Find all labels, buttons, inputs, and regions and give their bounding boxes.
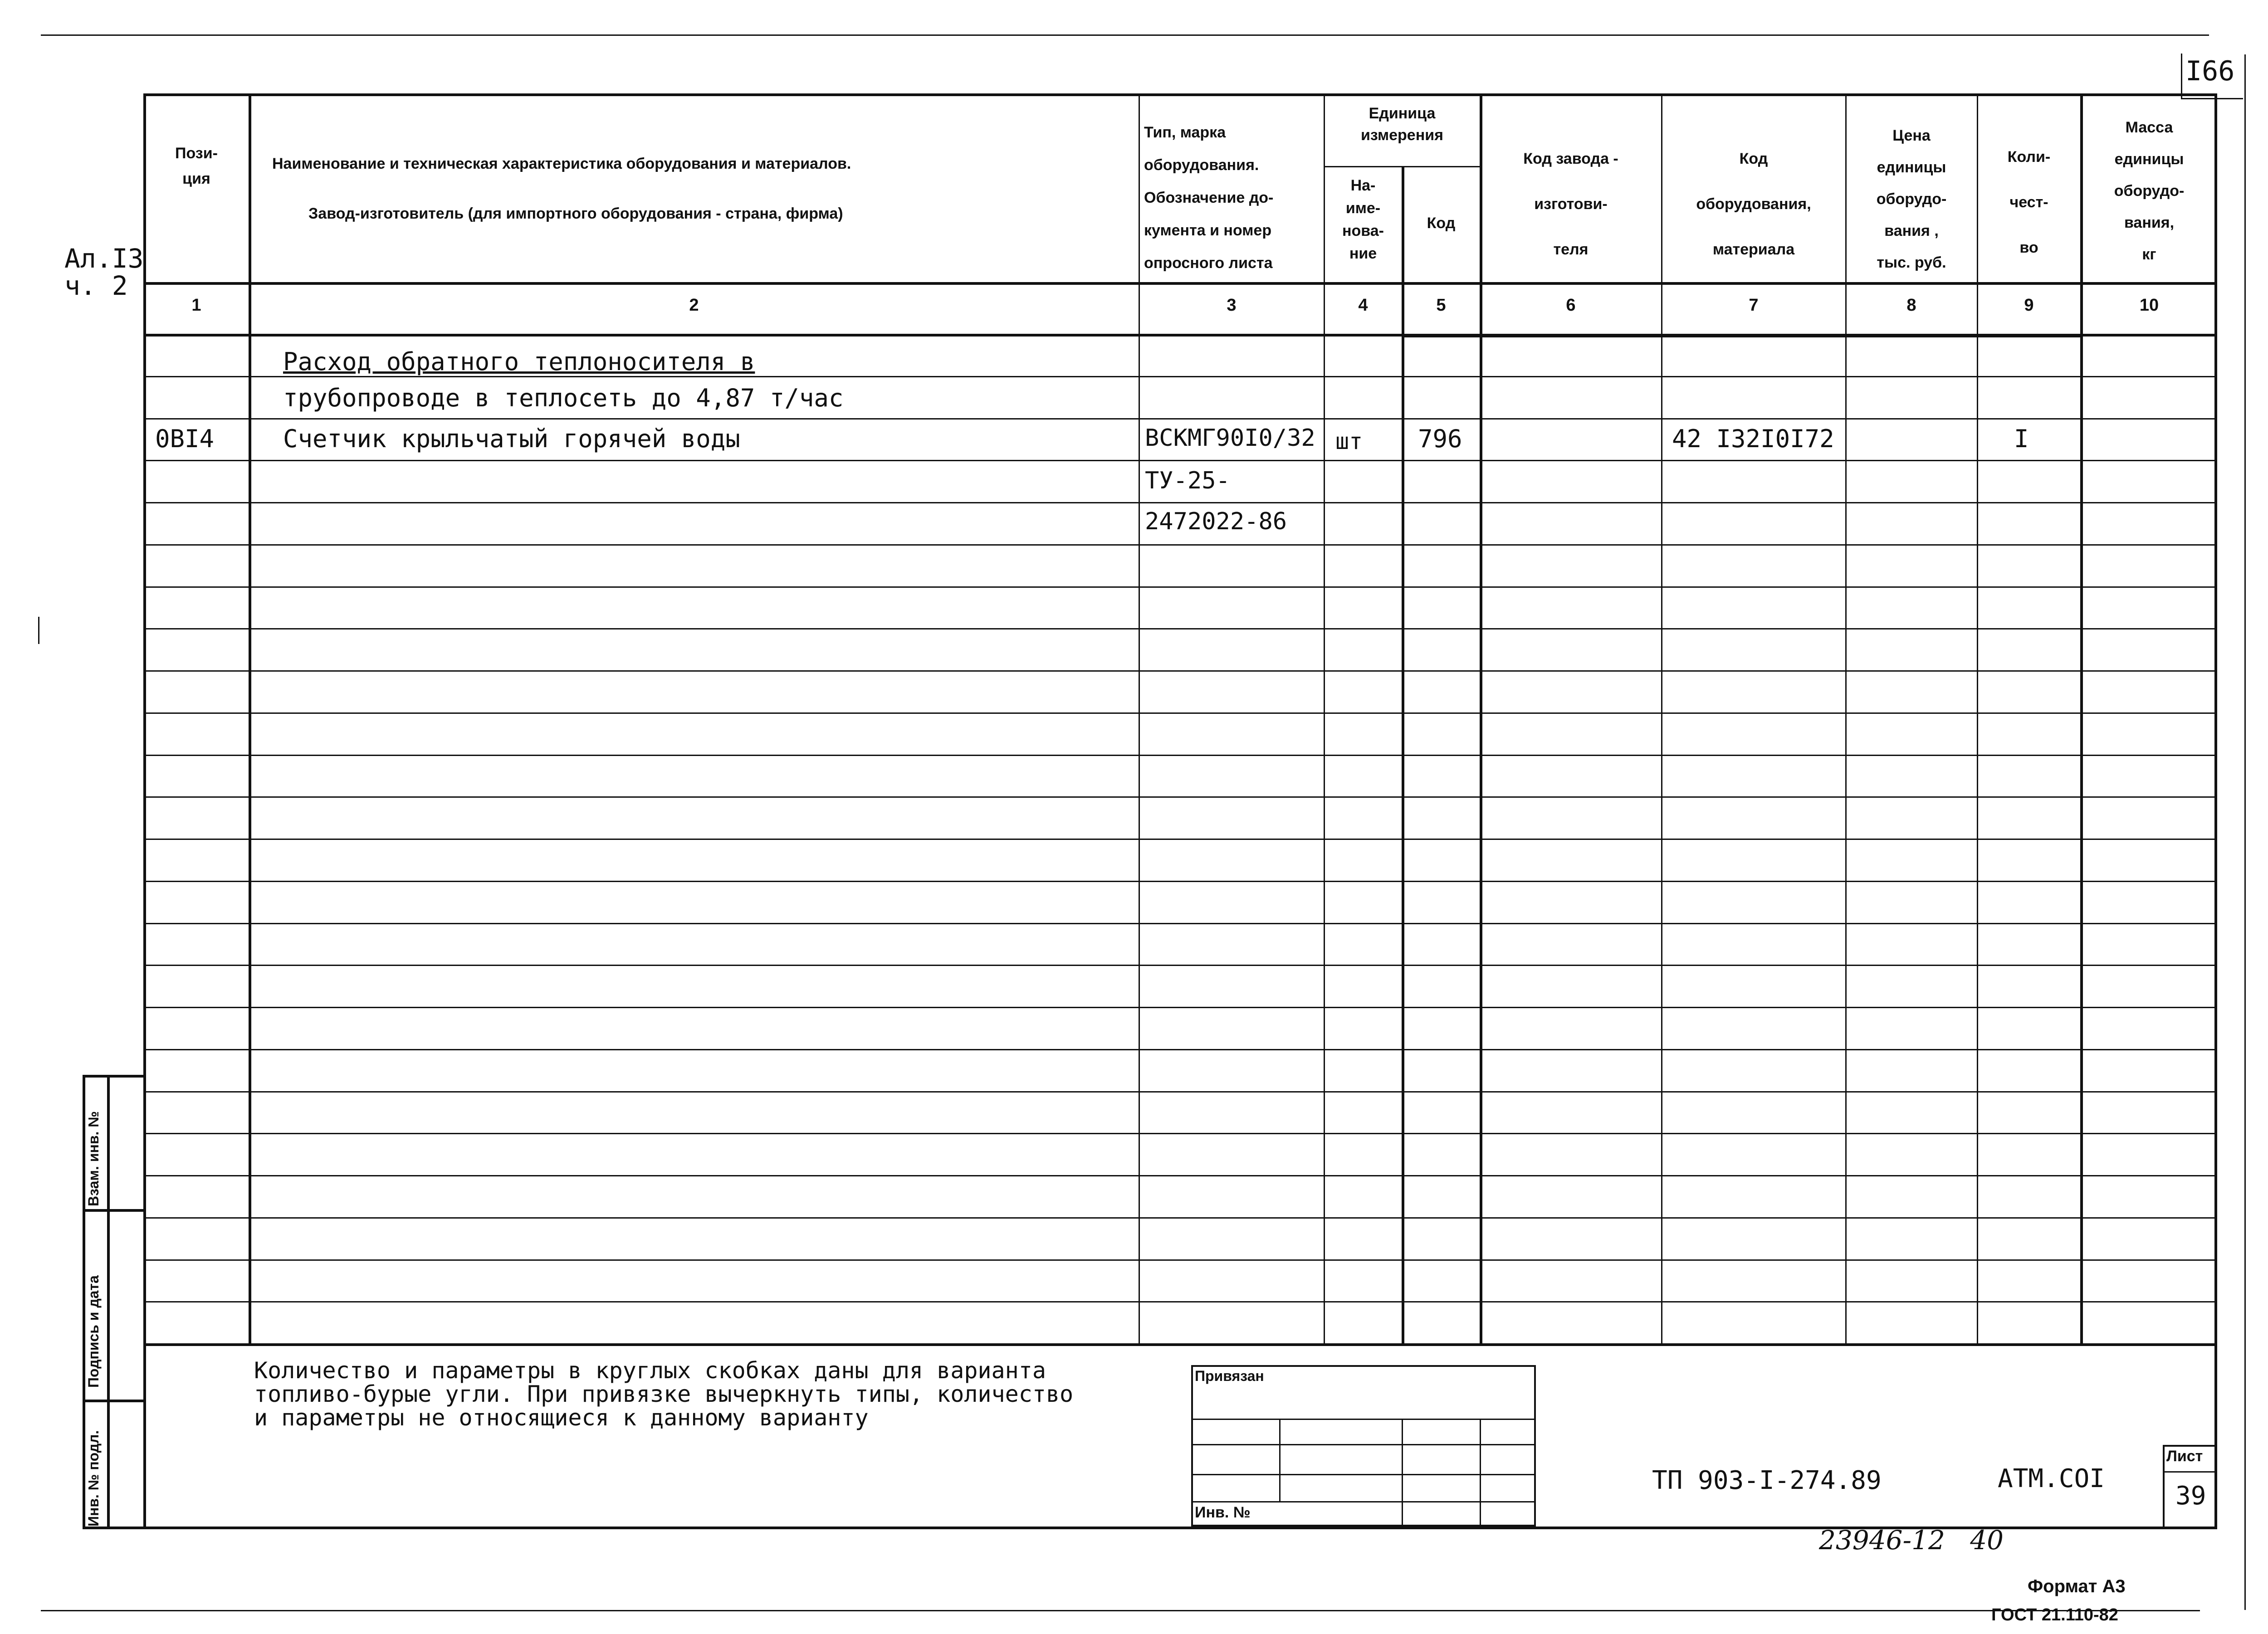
table-row (143, 460, 2217, 461)
col-line-1 (249, 93, 251, 1345)
right-rule (2244, 54, 2246, 1610)
side-stamp-rule1 (83, 1209, 143, 1212)
side-label-podpis: Подпись и дата (85, 1275, 102, 1388)
table-row (143, 965, 2217, 966)
colnum-6: 6 (1566, 296, 1576, 315)
left-tick (38, 617, 39, 644)
top-rule (41, 34, 2209, 36)
table-row (143, 670, 2217, 672)
hdr-unit-group: Единица измерения (1361, 105, 1443, 144)
item-equipment-code: 42 I32I0I72 (1672, 424, 1834, 453)
table-row (143, 1007, 2217, 1008)
privyazan-vline2 (1402, 1419, 1403, 1527)
col-line-7 (1845, 93, 1847, 1345)
group-heading-line1: Расход обратного теплоносителя в (283, 347, 755, 376)
note-line2: топливо-бурые угли. При привязке вычеркнуть типы, количество (254, 1381, 1074, 1407)
colnum-5: 5 (1436, 296, 1446, 315)
bottom-rule (41, 1610, 2200, 1611)
side-label-vzam: Взам. инв. № (85, 1111, 102, 1206)
table-row (143, 1175, 2217, 1176)
unit-group-rule (1324, 166, 1480, 167)
item-name: Счетчик крыльчатый горячей воды (283, 424, 740, 453)
privyazan-vline3 (1480, 1419, 1481, 1527)
table-row (143, 712, 2217, 714)
col-line-2 (1139, 93, 1140, 1345)
colnum-7: 7 (1749, 296, 1759, 315)
note-line1: Количество и параметры в круглых скобках даны для варианта (254, 1357, 1046, 1384)
table-row (143, 839, 2217, 840)
item-unit-name: шт (1335, 428, 1363, 454)
item-type-line3: 2472022-86 (1145, 508, 1287, 535)
table-row (143, 544, 2217, 546)
hdr-col5: Код (1427, 215, 1456, 232)
table-row (143, 1133, 2217, 1134)
table-row (143, 796, 2217, 798)
margin-note-line1: Ал.I3 (64, 243, 144, 274)
side-label-inv-podl: Инв. № подл. (85, 1430, 102, 1527)
item-quantity: I (2014, 424, 2029, 453)
colnum-10: 10 (2139, 296, 2159, 315)
privyazan-rule4 (1191, 1501, 1536, 1502)
list-box-rule (2163, 1471, 2217, 1473)
sheet-code: АТМ.COI (1998, 1464, 2105, 1493)
bottom-handwritten: 23946-12 40 (1819, 1525, 2004, 1556)
col-line-5 (1480, 93, 1482, 1345)
hdr-col3: Тип, марка оборудования. Обозначение до- кумента и номер опросного листа (1144, 124, 1274, 272)
table-row (143, 1091, 2217, 1093)
hdr-col8: Цена единицы оборудо- вания , тыс. руб. (1876, 127, 1947, 271)
col-line-8 (1977, 93, 1978, 1345)
table-row (143, 881, 2217, 882)
table-row (143, 586, 2217, 588)
hdr-col9: Коли- чест- во (2007, 148, 2051, 256)
colnum-3: 3 (1227, 296, 1237, 315)
table-row (143, 923, 2217, 924)
col-line-3 (1324, 93, 1325, 1345)
inv-no-label: Инв. № (1195, 1504, 1251, 1521)
table-row (143, 1259, 2217, 1261)
colnum-4: 4 (1358, 296, 1368, 315)
note-line3: и параметры не относящиеся к данному варианту (254, 1405, 869, 1431)
item-position: 0BI4 (155, 424, 215, 453)
body-bottom-rule (143, 1343, 2217, 1346)
colnum-2: 2 (689, 296, 699, 315)
table-row (143, 418, 2217, 419)
col-line-6 (1661, 93, 1662, 1345)
colnum-9: 9 (2024, 296, 2034, 315)
gost-label: ГОСТ 21.110-82 (1991, 1605, 2118, 1621)
privyazan-label: Привязан (1195, 1368, 1264, 1384)
table-row (143, 755, 2217, 756)
hdr-col2: Наименование и техническая характеристика оборудования и материалов. Завод-изготовитель (для импортного оборудования - страна, фирма) (272, 155, 851, 222)
table-row (143, 628, 2217, 629)
table-row (143, 502, 2217, 503)
format-label: Формат А3 (2028, 1576, 2126, 1596)
item-type-line2: ТУ-25- (1145, 467, 1230, 494)
side-stamp-divider (107, 1075, 110, 1529)
table-row (143, 1049, 2217, 1050)
table-row (143, 376, 2217, 377)
group-heading-line2: трубопроводе в теплосеть до 4,87 т/час (283, 384, 844, 412)
hdr-col10: Масса единицы оборудо- вания, кг (2114, 119, 2185, 263)
privyazan-vline1 (1279, 1419, 1281, 1501)
corner-number: I66 (2185, 55, 2235, 87)
list-label: Лист (2166, 1448, 2203, 1465)
note (254, 1359, 1073, 1429)
table-row (143, 1217, 2217, 1219)
margin-note-line2: ч. 2 (64, 270, 128, 301)
list-number: 39 (2175, 1481, 2206, 1511)
data-box-top (1402, 335, 2082, 337)
hdr-col1: Пози- ция (175, 145, 218, 187)
table-row (143, 1301, 2217, 1302)
doc-code: ТП 903-I-274.89 (1652, 1466, 1882, 1495)
privyazan-rule1 (1191, 1419, 1536, 1420)
privyazan-rule2 (1191, 1444, 1536, 1445)
hdr-col6: Код завода - изготови- теля (1523, 150, 1618, 258)
col-line-9 (2080, 93, 2083, 1345)
hdr-col4: На- име- нова- ние (1342, 177, 1384, 262)
colnum-1: 1 (191, 296, 201, 315)
hdr-col7: Код оборудования, материала (1696, 150, 1811, 258)
side-stamp-rule2 (83, 1400, 143, 1402)
item-unit-code: 796 (1418, 424, 1462, 453)
header-bottom-rule (143, 282, 2217, 285)
colnum-8: 8 (1906, 296, 1916, 315)
item-type-line1: ВСКМГ90I0/32 (1145, 424, 1315, 452)
privyazan-rule3 (1191, 1474, 1536, 1475)
